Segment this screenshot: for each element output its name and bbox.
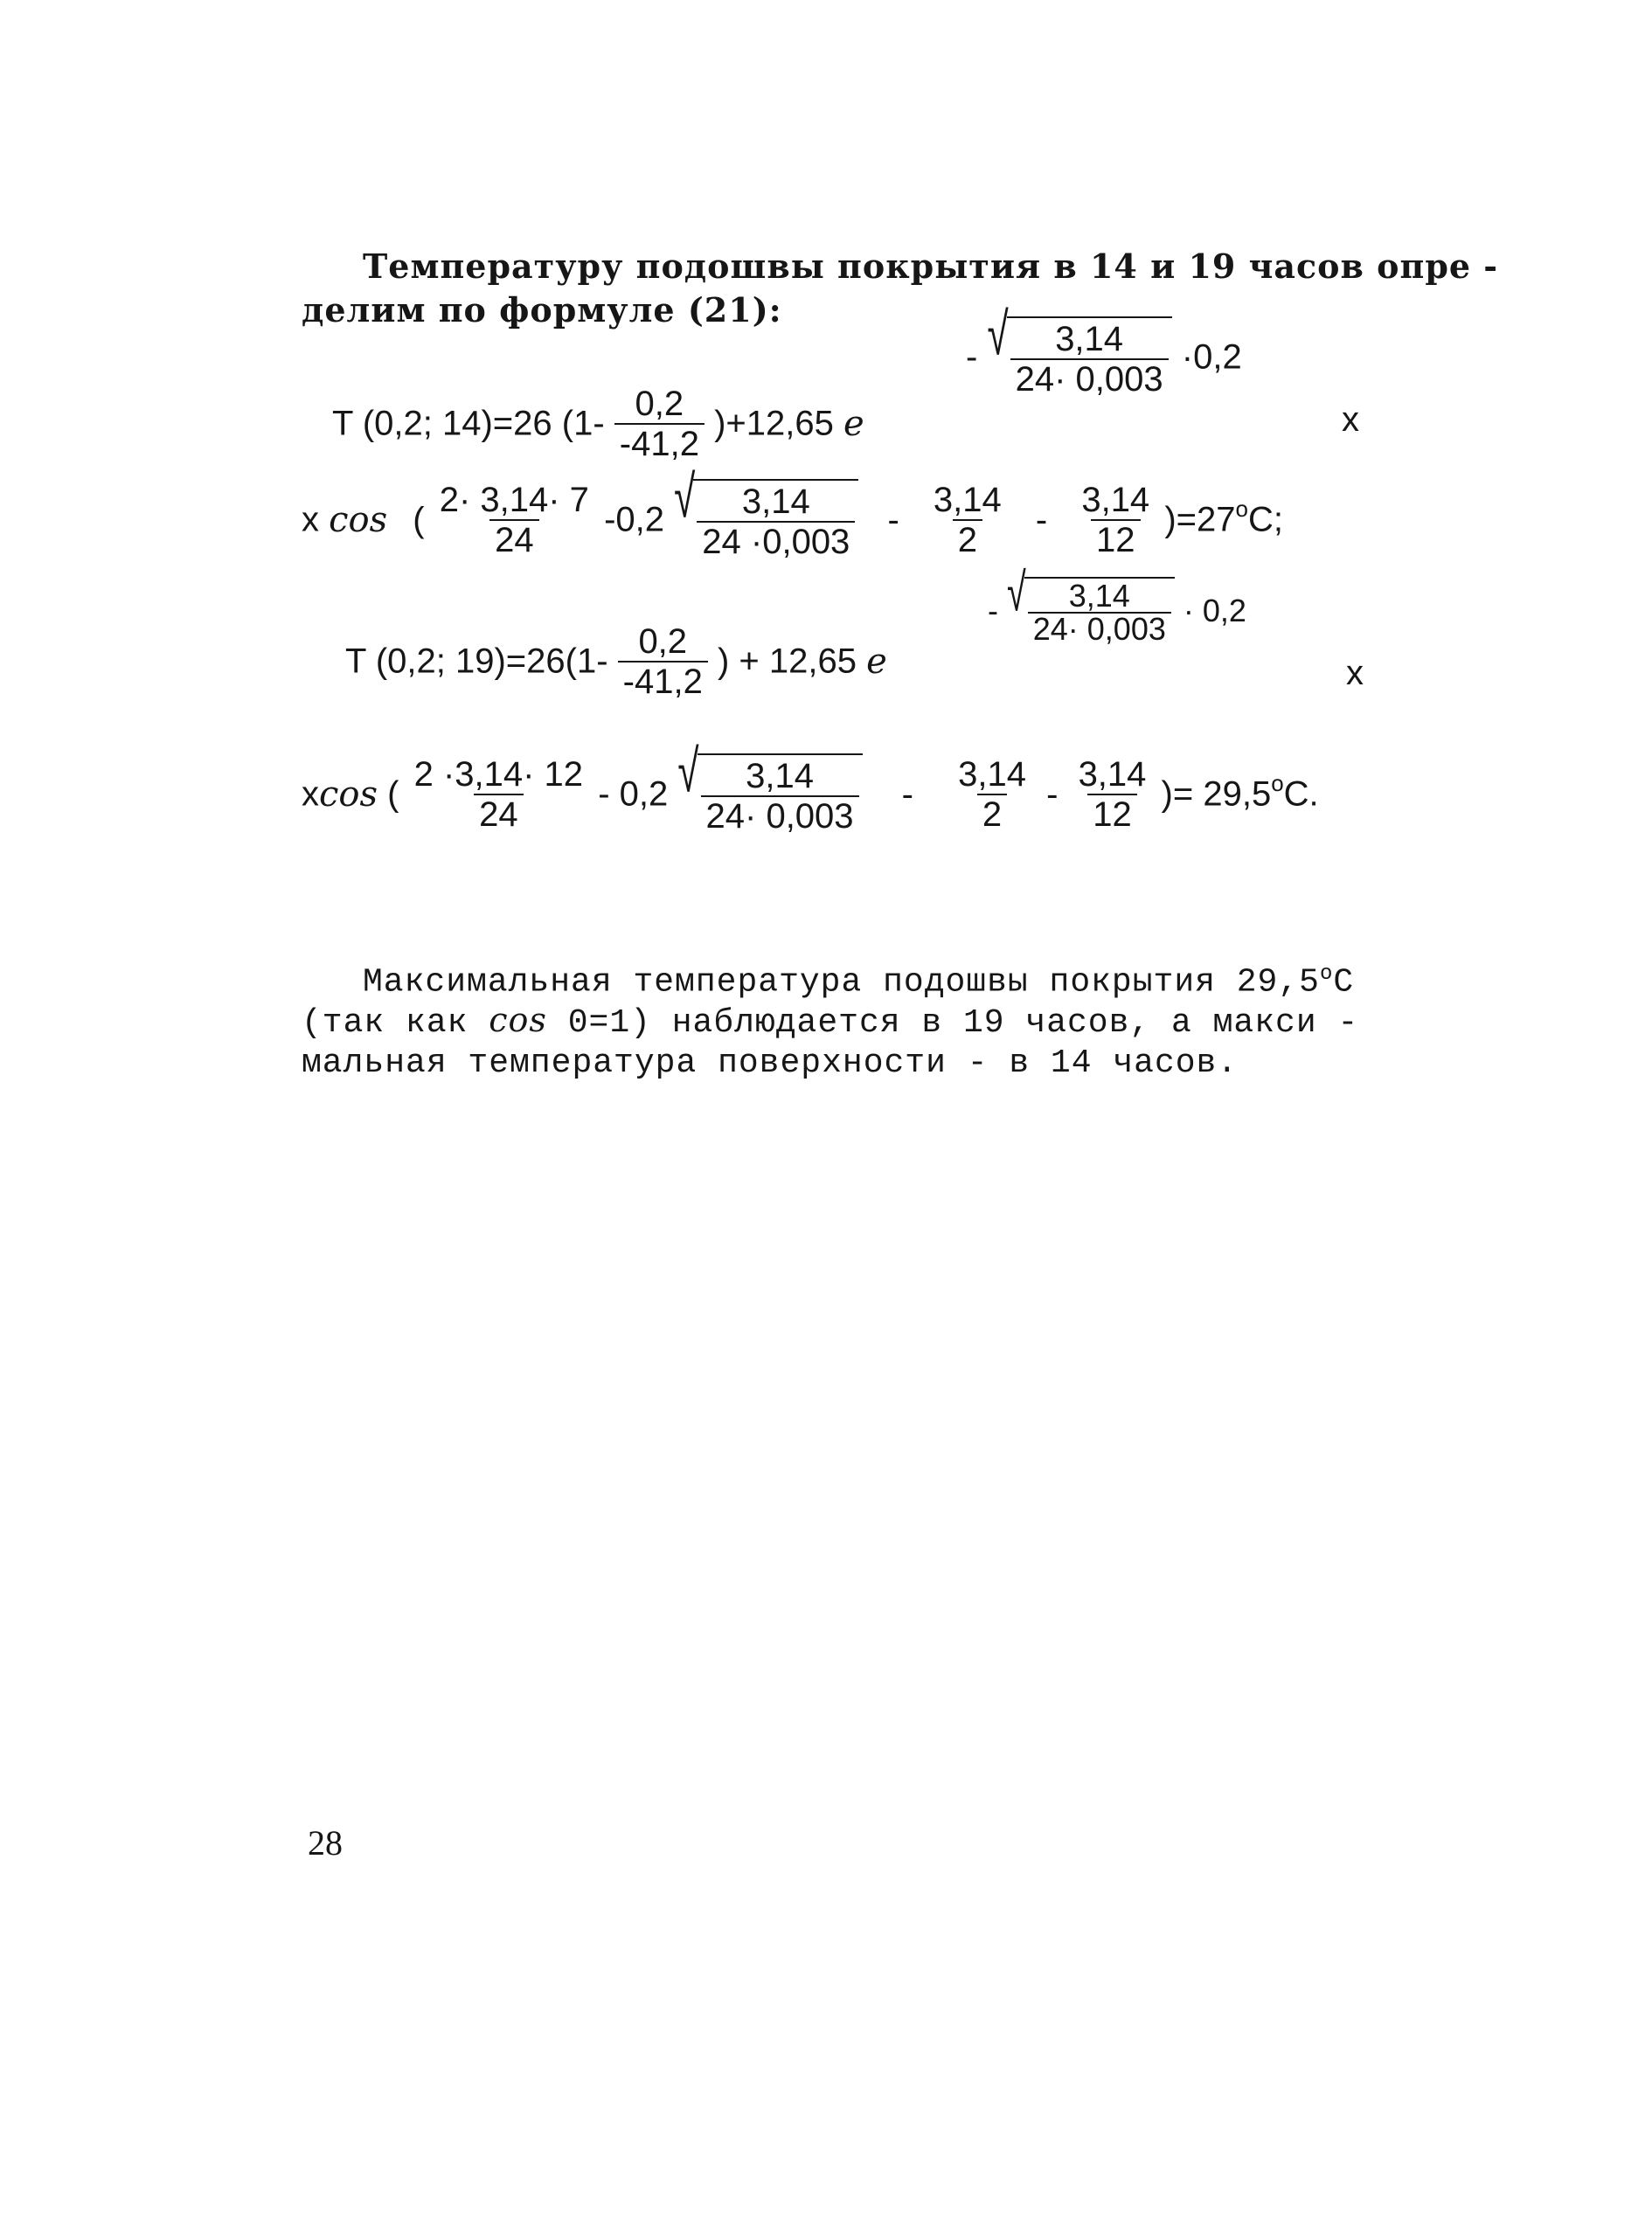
eq1-exp-tail: ·0,2 [1181, 337, 1242, 377]
eq1-e: e [843, 404, 864, 444]
eq1b-radical [674, 464, 858, 561]
eq2-exp-den: 24· 0,003 [1028, 612, 1171, 645]
eq1b-open: ( [413, 500, 425, 539]
eq1b-f3-den: 12 [1091, 519, 1141, 559]
conclusion-unit: C [1333, 963, 1355, 1002]
eq1b-unit: C; [1247, 500, 1283, 539]
eq1b-lead: x [302, 500, 319, 539]
eq2-exp-num: 3,14 [1068, 578, 1130, 614]
eq2b-r-den: 24· 0,003 [701, 795, 859, 836]
eq2-frac-den: -41,2 [618, 661, 708, 701]
intro-line-1: Температуру подошвы покрытия в 14 и 19 часов опре - [363, 246, 1499, 286]
eq2-continuation [302, 739, 1319, 836]
eq1-exp-minus: - [966, 337, 978, 377]
eq1b-degree: o [1235, 496, 1248, 523]
eq2-frac-num: 0,2 [638, 622, 688, 661]
eq1b-f2-den: 2 [953, 519, 982, 559]
eq2-exponent [988, 563, 1246, 647]
eq1-times: x [1342, 400, 1359, 439]
eq1b-f1-den: 24 [489, 519, 539, 559]
eq1b-frac-2 [928, 481, 1007, 559]
sqrt-symbol: √ [674, 464, 696, 531]
conclusion-line-2 [302, 998, 1358, 1045]
eq2b-open: ( [387, 774, 399, 814]
eq2b-degree: o [1271, 770, 1284, 797]
eq2b-f1-den: 24 [474, 794, 524, 834]
eq2-after-frac: ) + 12,65 [717, 642, 857, 681]
eq1-frac-den: -41,2 [614, 423, 705, 463]
eq2b-r-num: 3,14 [746, 757, 814, 795]
conclusion-line-2b: 0=1) наблюдается в 19 часов, а макси - [546, 1004, 1359, 1042]
sqrt-symbol: √ [677, 739, 699, 806]
eq2b-mid: - 0,2 [598, 774, 669, 814]
eq2-e: e [866, 642, 887, 682]
eq2b-lead: x [302, 774, 319, 814]
eq1b-cos: cos [329, 500, 388, 540]
eq2b-f2-num: 3,14 [958, 755, 1026, 794]
eq1-fraction [614, 385, 705, 463]
eq1b-mid: -0,2 [604, 500, 664, 539]
eq2-exp-minus: - [988, 593, 998, 628]
eq1-continuation [302, 464, 1283, 561]
sqrt-symbol: √ [987, 302, 1009, 369]
eq2-times: x [1346, 654, 1364, 692]
eq1-exp-radical [987, 302, 1171, 399]
page-number: 28 [308, 1823, 343, 1863]
eq1b-minus-2: - [1035, 500, 1048, 539]
eq1b-minus-1: - [887, 500, 899, 539]
eq2b-cos: cos [319, 774, 378, 815]
eq2b-f1-num: 2 ·3,14· 12 [413, 755, 584, 794]
eq2-exp-radical [1007, 563, 1175, 647]
sqrt-symbol: √ [1007, 563, 1026, 623]
eq1-after-frac: )+12,65 [714, 404, 834, 443]
eq1-frac-num: 0,2 [635, 385, 684, 423]
eq1-lhs: T (0,2; 14)=26 (1- [332, 404, 605, 443]
eq1b-f2-num: 3,14 [933, 481, 1002, 519]
conclusion-cos: cos [489, 1001, 547, 1039]
eq1b-r-den: 24 ·0,003 [697, 521, 855, 561]
eq1-exponent [966, 302, 1242, 399]
eq2b-frac-1 [409, 755, 588, 834]
eq2b-f3-den: 12 [1087, 794, 1137, 834]
eq2-lhs: T (0,2; 19)=26(1- [345, 642, 608, 681]
eq2b-close: )= 29,5 [1161, 774, 1272, 814]
eq1b-close: )=27 [1164, 500, 1236, 539]
eq1b-r-num: 3,14 [741, 482, 810, 521]
eq2b-frac-2 [953, 755, 1031, 834]
eq1-exp-den: 24· 0,003 [1010, 358, 1169, 399]
eq1b-frac-1 [434, 481, 594, 559]
eq2b-f2-den: 2 [977, 794, 1007, 834]
eq1b-frac-3 [1076, 481, 1155, 559]
eq2b-unit: C. [1283, 774, 1319, 814]
eq1-exp-num: 3,14 [1055, 320, 1124, 358]
conclusion-line-3: мальная температура поверхности - в 14 часов. [302, 1044, 1239, 1082]
eq2-main [345, 622, 887, 701]
eq2b-frac-3 [1073, 755, 1152, 834]
eq2b-minus-2: - [1046, 774, 1059, 814]
intro-line-2: делим по формуле (21): [302, 290, 782, 330]
conclusion-line-1-text: Максимальная температура подошвы покрытия 29,5 [363, 963, 1320, 1002]
eq1b-f3-num: 3,14 [1081, 481, 1150, 519]
conclusion-line-2a: (так как [302, 1004, 489, 1042]
eq2b-minus-1: - [901, 774, 913, 814]
eq2-fraction [618, 622, 708, 701]
conclusion-degree: o [1319, 962, 1334, 986]
eq1b-f1-num: 2· 3,14· 7 [439, 481, 589, 519]
eq2-exp-tail: · 0,2 [1183, 593, 1246, 628]
eq1-main [332, 385, 864, 463]
eq2b-f3-num: 3,14 [1078, 755, 1147, 794]
eq2b-radical [677, 739, 862, 836]
conclusion-line-1 [363, 953, 1354, 1005]
